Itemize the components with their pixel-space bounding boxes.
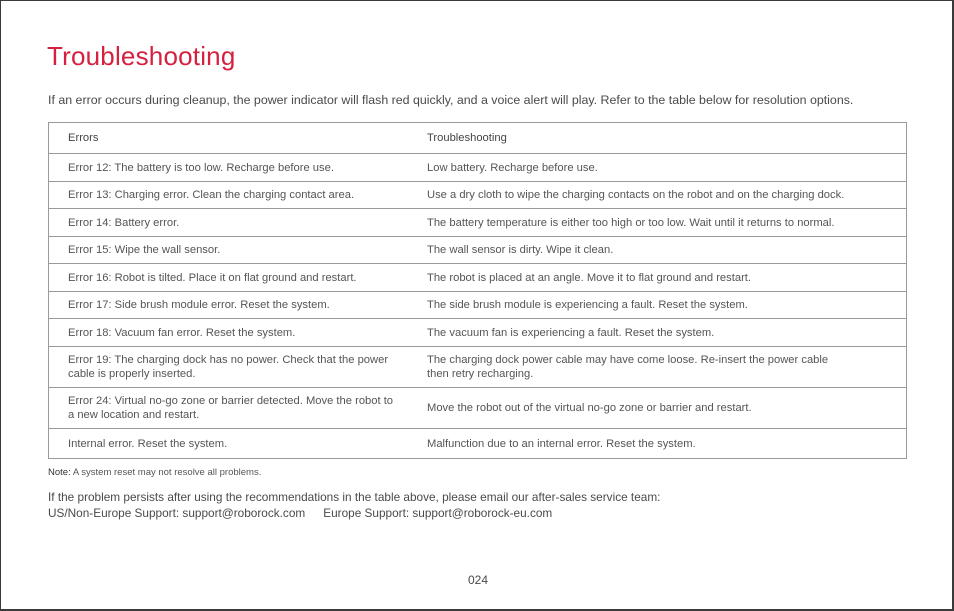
table-row: [49, 154, 907, 182]
error-cell: Error 19: The charging dock has no power. Check that the power cable is properly inserted.: [49, 347, 409, 388]
table-row: [49, 347, 907, 388]
error-cell: Error 12: The battery is too low. Recharge before use.: [49, 154, 409, 182]
contact-info: [48, 489, 660, 521]
troubleshooting-table: [48, 122, 907, 459]
table-row: [49, 237, 907, 264]
contact-lines: [48, 505, 660, 521]
table-row: [49, 182, 907, 209]
table-row: [49, 319, 907, 347]
table-row: [49, 264, 907, 292]
page-number: 024: [467, 573, 489, 587]
error-cell: Error 17: Side brush module error. Reset the system.: [49, 292, 409, 319]
fix-cell: Low battery. Recharge before use.: [408, 154, 907, 182]
table-row: [49, 209, 907, 237]
eu-support: Europe Support: support@roborock-eu.com: [323, 506, 553, 520]
header-troubleshooting: Troubleshooting: [408, 123, 907, 154]
table-header-row: [49, 123, 907, 154]
us-support: US/Non-Europe Support: support@roborock.com: [48, 506, 306, 520]
note-text: A system reset may not resolve all problems.: [72, 467, 262, 478]
error-cell: Error 15: Wipe the wall sensor.: [49, 237, 409, 264]
fix-cell: Use a dry cloth to wipe the charging contacts on the robot and on the charging dock.: [408, 182, 907, 209]
error-cell: Internal error. Reset the system.: [49, 429, 409, 459]
intro-text: If an error occurs during cleanup, the power indicator will flash red quickly, and a voice alert will play. Refer to the table below for resolution options.: [48, 93, 854, 107]
table-row: [49, 429, 907, 459]
header-errors: Errors: [49, 123, 409, 154]
error-cell: Error 24: Virtual no-go zone or barrier detected. Move the robot to a new location and restart.: [49, 388, 409, 429]
error-cell: Error 14: Battery error.: [49, 209, 409, 237]
fix-cell: The wall sensor is dirty. Wipe it clean.: [408, 237, 907, 264]
note-label: Note:: [48, 467, 71, 478]
fix-cell: The robot is placed at an angle. Move it to flat ground and restart.: [408, 264, 907, 292]
page-title: Troubleshooting: [47, 41, 236, 71]
fix-cell: The battery temperature is either too high or too low. Wait until it returns to normal.: [408, 209, 907, 237]
error-cell: Error 13: Charging error. Clean the charging contact area.: [49, 182, 409, 209]
fix-cell: The charging dock power cable may have come loose. Re-insert the power cable then retry recharging.: [408, 347, 907, 388]
error-cell: Error 18: Vacuum fan error. Reset the system.: [49, 319, 409, 347]
note: [48, 467, 261, 478]
fix-cell: Move the robot out of the virtual no-go zone or barrier and restart.: [408, 388, 907, 429]
contact-intro: If the problem persists after using the recommendations in the table above, please email our after-sales service team:: [48, 490, 661, 504]
fix-cell: Malfunction due to an internal error. Reset the system.: [408, 429, 907, 459]
fix-cell: The side brush module is experiencing a fault. Reset the system.: [408, 292, 907, 319]
table-row: [49, 292, 907, 319]
table-row: [49, 388, 907, 429]
error-cell: Error 16: Robot is tilted. Place it on flat ground and restart.: [49, 264, 409, 292]
fix-cell: The vacuum fan is experiencing a fault. Reset the system.: [408, 319, 907, 347]
